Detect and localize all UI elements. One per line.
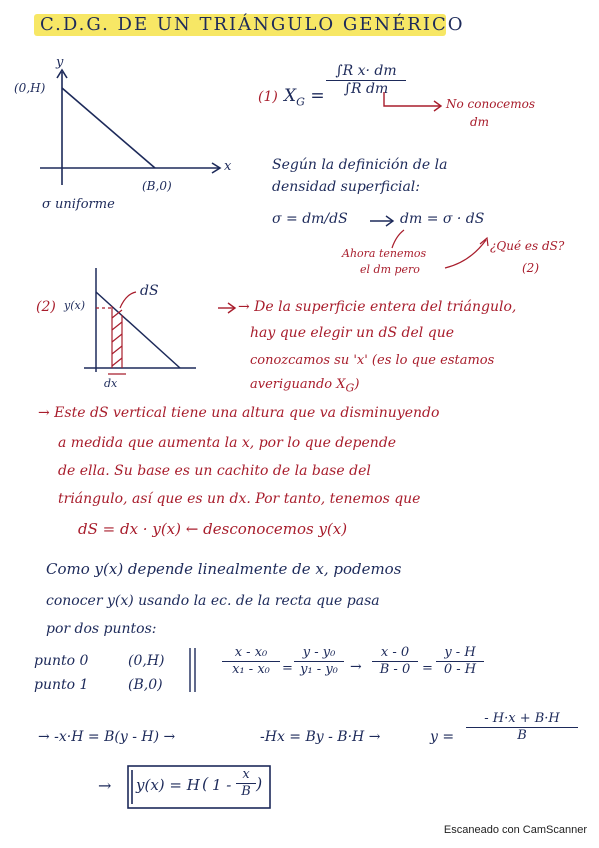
explain2-line3: de ella. Su base es un cachito de la base del [58,463,371,479]
como-line2: conocer y(x) usando la ec. de la recta que pasa [46,593,380,609]
final-paren-close: ) [256,774,263,793]
density-question-tag: (2) [522,261,539,275]
explain2-note: desconocemos y(x) [203,520,348,538]
line-eq-fraction4 [436,646,484,678]
eq1-lhs-sub: G [296,95,305,109]
graph2-yx-label: y(x) [64,299,86,312]
explain2-line4: triángulo, así que es un dx. Por tanto, tenemos que [58,491,421,507]
density-note-line1: Ahora tenemos [342,247,427,260]
line-eq-arrow: → [350,659,362,675]
graph2-ds-strip [96,292,136,374]
density-note-line2: el dm pero [360,263,420,276]
graph2-tag: (2) [36,299,56,315]
graph1-x-axis-label: x [224,159,232,174]
explain2-line1: → Este dS vertical tiene una altura que va disminuyendo [38,405,440,421]
eq1-denominator: ∫R dm [343,81,389,98]
density-result: dm = σ · dS [400,211,485,227]
derivation-f-den: B [517,728,527,744]
camscanner-watermark: Escaneado con CamScanner [443,824,587,836]
eq1-lhs-text: X [284,86,297,106]
derivation-part1: → -x·H = B(y - H) → [38,729,176,745]
eq1-lhs [284,88,325,107]
derivation-f-num: - H·x + B·H [484,711,560,726]
eq1-tag: (1) [258,89,278,105]
final-f-den: B [241,784,251,800]
point0-coords: (0,H) [128,653,165,669]
density-arrow [370,216,393,226]
line-eq-f2-den: y₁ - y₀ [300,662,338,678]
explain1-line4-text: averiguando X [250,377,346,392]
final-arrow: → [98,776,112,795]
explain2-ds-equation: dS = dx · y(x) [78,520,181,538]
como-line3: por dos puntos: [46,621,157,637]
graph1-point-top: (0,H) [14,81,46,95]
line-eq-f1-num: x - x₀ [234,645,268,660]
line-eq-fraction3 [372,646,418,678]
explain2-arrow: ← [185,520,199,538]
line-eq-equals1: = [282,661,293,676]
explain1-line4 [250,378,359,394]
derivation-part3: y = [430,729,455,745]
explain1-line1: → De la superficie entera del triángulo, [238,299,517,315]
eq1-eq-sign: = [310,86,325,106]
graph1-note: σ uniforme [42,197,115,212]
derivation-fraction [466,712,578,744]
density-line1: Según la definición de la [272,157,448,173]
explain1-arrow [218,303,235,313]
final-lhs: y(x) = H [136,776,200,794]
line-eq-f1-den: x₁ - x₀ [232,662,270,678]
final-f-num: x [242,767,250,782]
density-line2: densidad superficial: [272,179,420,195]
explain1-line3: conozcamos su 'x' (es lo que estamos [250,353,495,368]
line-eq-fraction2 [294,646,344,678]
points-bracket [190,648,195,692]
explain1-line4-end: ) [354,377,360,392]
final-paren-open: ( [202,774,209,793]
final-fraction [236,768,256,800]
line-eq-f3-den: B - 0 [379,662,411,678]
final-one-minus: 1 - [212,776,232,794]
explain2-line2: a medida que aumenta la x, por lo que depende [58,435,397,451]
line-eq-f4-den: 0 - H [443,662,477,678]
eq1-note-line1: No conocemos [446,97,536,111]
graph2-dx-label: dx [104,377,118,390]
point1-coords: (B,0) [128,677,163,693]
graph1-y-axis-label: y [56,55,64,70]
density-question: ¿Qué es dS? [490,239,565,253]
page-title: C.D.G. DE UN TRIÁNGULO GENÉRICO [40,14,465,35]
eq1-numerator: ∫R x· dm [335,63,397,79]
point1-label: punto 1 [34,677,89,693]
graph1-axes [40,70,220,185]
line-eq-fraction1 [222,646,280,678]
line-eq-f4-num: y - H [444,645,476,660]
line-eq-f2-num: y - y₀ [302,645,336,660]
point0-label: punto 0 [34,653,89,669]
graph2-ds-label: dS [140,283,159,299]
line-eq-f3-num: x - 0 [380,645,410,660]
derivation-part2: -Hx = By - B·H → [260,729,381,745]
explain2-line5 [78,522,347,537]
explain1-line4-sub: G [345,381,355,395]
graph1-point-right: (B,0) [142,179,172,193]
eq1-note-line2: dm [470,115,490,129]
line-eq-equals2: = [422,661,433,676]
eq1-fraction [326,64,406,98]
como-line1: Como y(x) depende linealmente de x, podemos [46,560,402,578]
explain1-line2: hay que elegir un dS del que [250,325,454,341]
density-formula: σ = dm/dS [272,211,348,227]
